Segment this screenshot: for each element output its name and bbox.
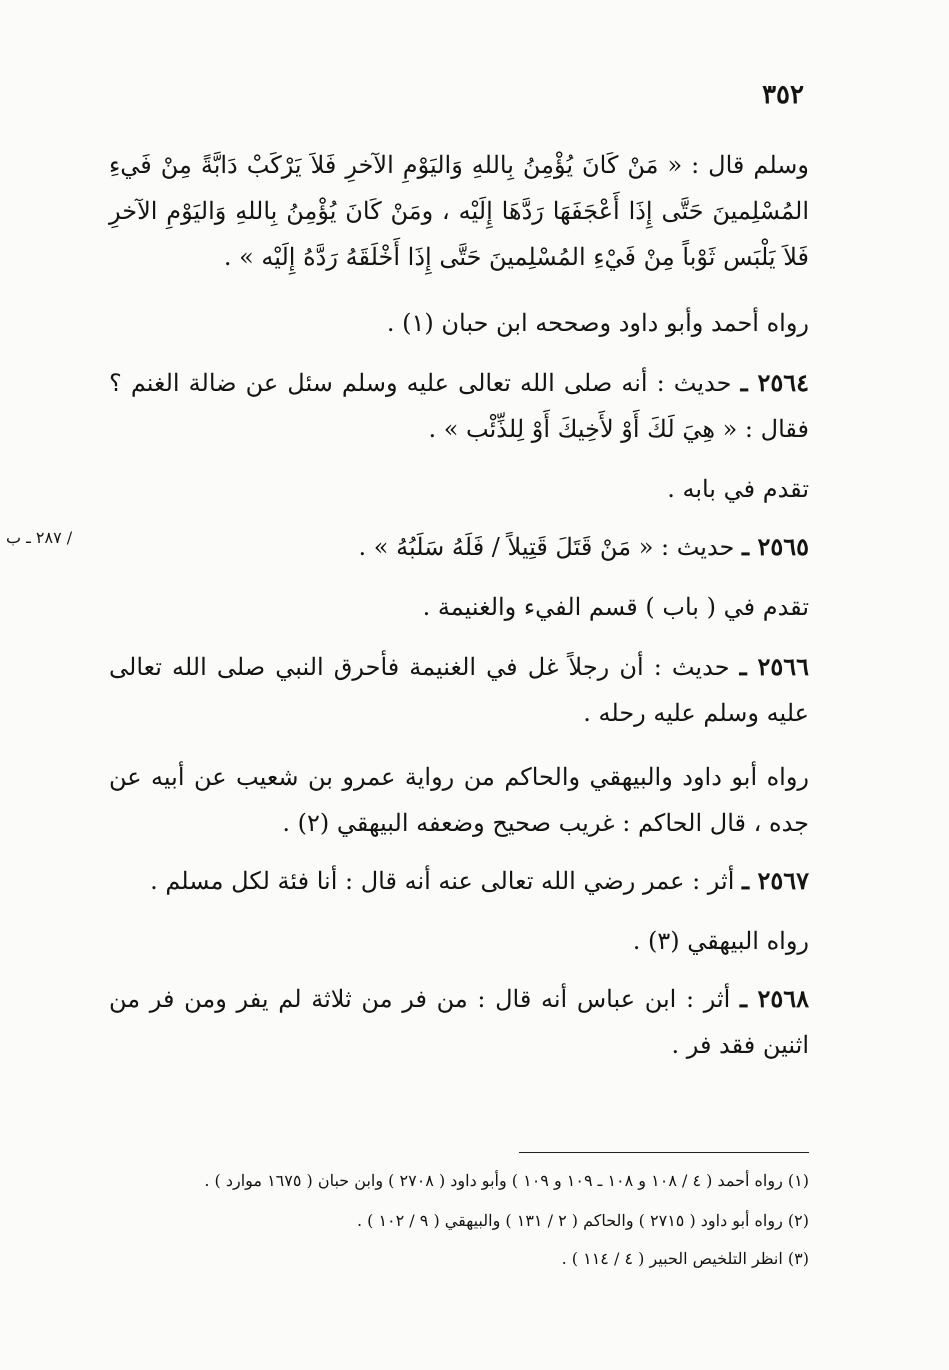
footnote-2: (٢) رواه أبو داود ( ٢٧١٥ ) والحاكم ( ٢ / ١٣١ ) والبيهقي ( ٩ / ١٠٢ ) . (356, 1211, 809, 1230)
paragraph-4: تقدم في بابه . (667, 475, 809, 503)
paragraph-2: رواه أحمد وأبو داود وصححه ابن حبان (١) . (386, 309, 809, 337)
hadith-2565 (109, 524, 809, 570)
footnote-3: (٣) انظر التلخيص الحبير ( ٤ / ١١٤ ) . (561, 1249, 809, 1268)
paragraph-1: وسلم قال : « مَنْ كَانَ يُؤْمِنُ بِاللهِ وَاليَوْمِ الآخرِ فَلاَ يَرْكَبْ دَابَّةً مِنْ فَيءِ المُسْلِمينَ حَتَّى إِذَا أَعْجَفَهَا رَدَّهَا إِلَيْه ، ومَنْ كَانَ يُؤْمِنُ بِاللهِ وَاليَوْمِ الآخرِ فَلاَ يَلْبَس ثَوْباً مِنْ فَيْءِ المُسْلِمينَ حَتَّى إِذَا أَخْلَقَهُ رَدَّهُ إِلَيْه » . (109, 151, 809, 271)
hadith-number: ٢٥٦٦ ـ (739, 652, 809, 681)
hadith-number: ٢٥٦٨ ـ (740, 984, 809, 1013)
page-number: ٣٥٢ (762, 80, 804, 110)
paragraph-6: تقدم في ( باب ) قسم الفيء والغنيمة . (422, 593, 809, 621)
hadith-text: حديث : « مَنْ قَتَلَ قَتِيلاً / فَلَهُ سَلَبُهُ » . (358, 533, 735, 561)
athar-2567 (109, 858, 809, 904)
hadith-text: أثر : ابن عباس أنه قال : من فر من ثلاثة لم يفر ومن فر من اثنين فقد فر . (109, 985, 809, 1059)
hadith-2564 (109, 360, 809, 452)
hadith-2566 (109, 644, 809, 736)
hadith-number: ٢٥٦٤ ـ (740, 368, 809, 397)
hadith-text: أثر : عمر رضي الله تعالى عنه أنه قال : أنا فئة لكل مسلم . (150, 867, 735, 895)
paragraph-8: رواه أبو داود والبيهقي والحاكم من رواية عمرو بن شعيب عن أبيه عن جده ، قال الحاكم : غريب صحيح وضعفه البيهقي (٢) . (109, 763, 809, 837)
margin-reference: / ٢٨٧ ـ ب (6, 528, 73, 547)
footnote-1: (١) رواه أحمد ( ٤ / ١٠٨ و ١٠٨ ـ ١٠٩ و ١٠٩ ) وأبو داود ( ٢٧٠٨ ) وابن حبان ( ١٦٧٥ موارد ) . (204, 1171, 809, 1190)
athar-2568 (109, 976, 809, 1068)
hadith-number: ٢٥٦٥ ـ (742, 532, 809, 561)
hadith-text: حديث : أن رجلاً غل في الغنيمة فأحرق النبي صلى الله تعالى عليه وسلم عليه رحله . (109, 653, 809, 727)
hadith-text: حديث : أنه صلى الله تعالى عليه وسلم سئل عن ضالة الغنم ؟ فقال : « هِيَ لَكَ أَوْ لأَخِيكَ أَوْ لِلذِّئْب » . (109, 369, 809, 443)
paragraph-10: رواه البيهقي (٣) . (632, 927, 809, 955)
hadith-number: ٢٥٦٧ ـ (742, 866, 809, 895)
footnote-divider (519, 1152, 809, 1153)
